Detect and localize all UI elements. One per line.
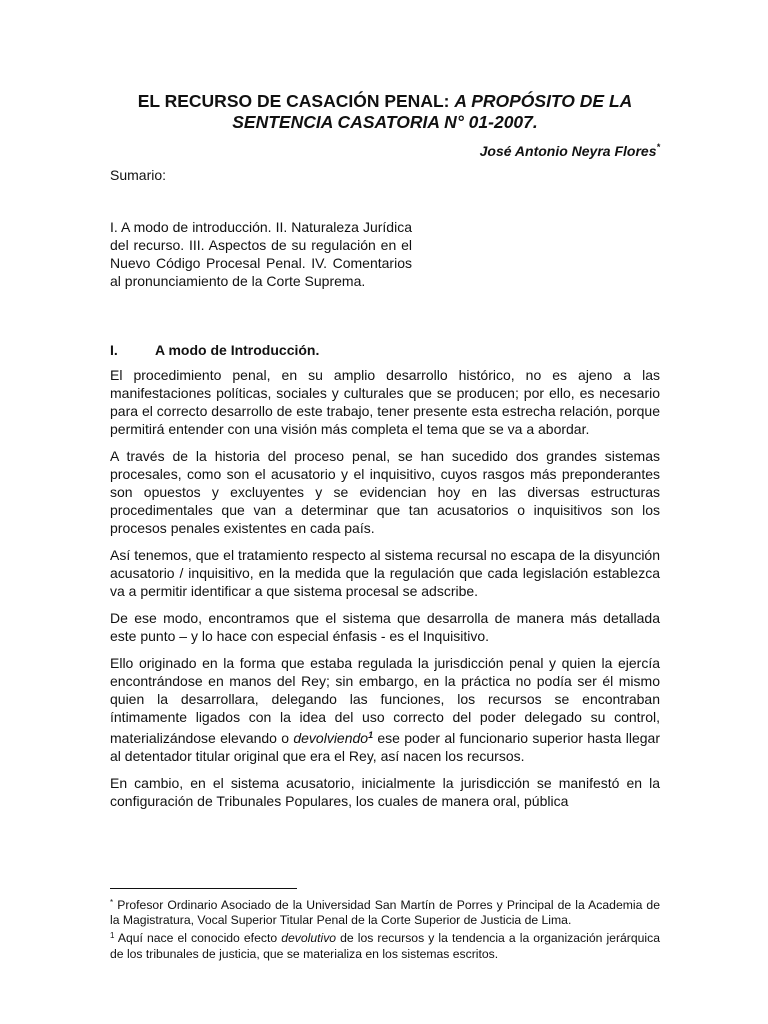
paragraph-5-italic: devolviendo bbox=[293, 730, 369, 746]
footnote-author-text: Profesor Ordinario Asociado de la Universidad San Martín de Porres y Principal de la Academia de la Magistratura, Vocal Superior Titular Penal de la Corte Superior de Justicia de Lima. bbox=[110, 898, 660, 928]
title-subtitle: A PROPÓSITO DE LA SENTENCIA CASATORIA N° 01-2007. bbox=[232, 91, 633, 132]
paragraph-5-end: ese poder al funcionario superior hasta llegar al detentador titular original que era el Rey, así nacen los recursos. bbox=[110, 730, 660, 764]
paragraph-3: Así tenemos, que el tratamiento respecto al sistema recursal no escapa de la disyunción acusatorio / inquisitivo, en la medida que la regulación que cada legislación establezca va a permitir identificar a que sistema procesal se adscribe. bbox=[110, 547, 660, 599]
paragraph-4: De ese modo, encontramos que el sistema que desarrolla de manera más detallada este punto – y lo hace con especial énfasis - es el Inquisitivo. bbox=[110, 610, 660, 644]
footnote-1-end: de los recursos y la tendencia a la organización jerárquica de los tribunales de justicia, que se materializa en los sistemas escritos. bbox=[110, 931, 660, 961]
sumario-label: Sumario: bbox=[110, 167, 167, 183]
title-main: EL RECURSO DE CASACIÓN PENAL: bbox=[137, 91, 455, 111]
paragraph-5-start: Ello originado en la forma que estaba regulada la jurisdicción penal y quien la ejercía encontrándose en manos del Rey; sin embargo, en la práctica no podía ser él mismo quien la desarrollara, delegando las funciones, los recursos se encontraban íntimamente ligados con la idea del uso correcto del poder delegado su control, materializándose elevando o bbox=[110, 655, 660, 746]
footnote-1-italic: devolutivo bbox=[281, 931, 337, 946]
author-name: José Antonio Neyra Flores bbox=[479, 143, 657, 159]
paragraph-5 bbox=[110, 654, 660, 765]
footnote-1-mark: 1 bbox=[110, 931, 115, 941]
document-title bbox=[110, 91, 660, 133]
footnote-author bbox=[110, 895, 660, 928]
footnote-1-start: Aquí nace el conocido efecto bbox=[114, 931, 282, 946]
footnote-author-mark: * bbox=[110, 898, 114, 907]
footnotes bbox=[110, 895, 660, 962]
section-number: I. bbox=[110, 342, 118, 358]
section-title: A modo de Introducción. bbox=[155, 342, 320, 358]
footnote-ref-1: 1 bbox=[368, 730, 374, 740]
paragraph-2: A través de la historia del proceso penal, se han sucedido dos grandes sistemas procesales, como son el acusatorio y el inquisitivo, cuyos rasgos más preponderantes son opuestos y excluyentes y se evidencian hoy en las diversas estructuras procedimentales que van a determinar que tan acusatorios o inquisitivos son los procesos penales existentes en cada país. bbox=[110, 448, 660, 536]
sumario-text: I. A modo de introducción. II. Naturaleza Jurídica del recurso. III. Aspectos de su regulación en el Nuevo Código Procesal Penal. IV. Comentarios al pronunciamiento de la Corte Suprema. bbox=[110, 219, 412, 289]
paragraph-6: En cambio, en el sistema acusatorio, inicialmente la jurisdicción se manifestó en la configuración de Tribunales Populares, los cuales de manera oral, pública bbox=[110, 775, 660, 809]
body-text bbox=[110, 366, 660, 819]
footnote-divider bbox=[110, 888, 297, 889]
paragraph-1: El procedimiento penal, en su amplio desarrollo histórico, no es ajeno a las manifestaciones políticas, sociales y culturales que se producen; por ello, es necesario para el correcto desarrollo de este trabajo, tener presente esta estrecha relación, porque permitirá entender con una visión más completa el tema que se va a abordar. bbox=[110, 367, 660, 437]
section-heading bbox=[110, 342, 319, 358]
author-line bbox=[480, 142, 660, 159]
footnote-1 bbox=[110, 928, 660, 961]
author-footnote-mark: * bbox=[656, 142, 660, 152]
